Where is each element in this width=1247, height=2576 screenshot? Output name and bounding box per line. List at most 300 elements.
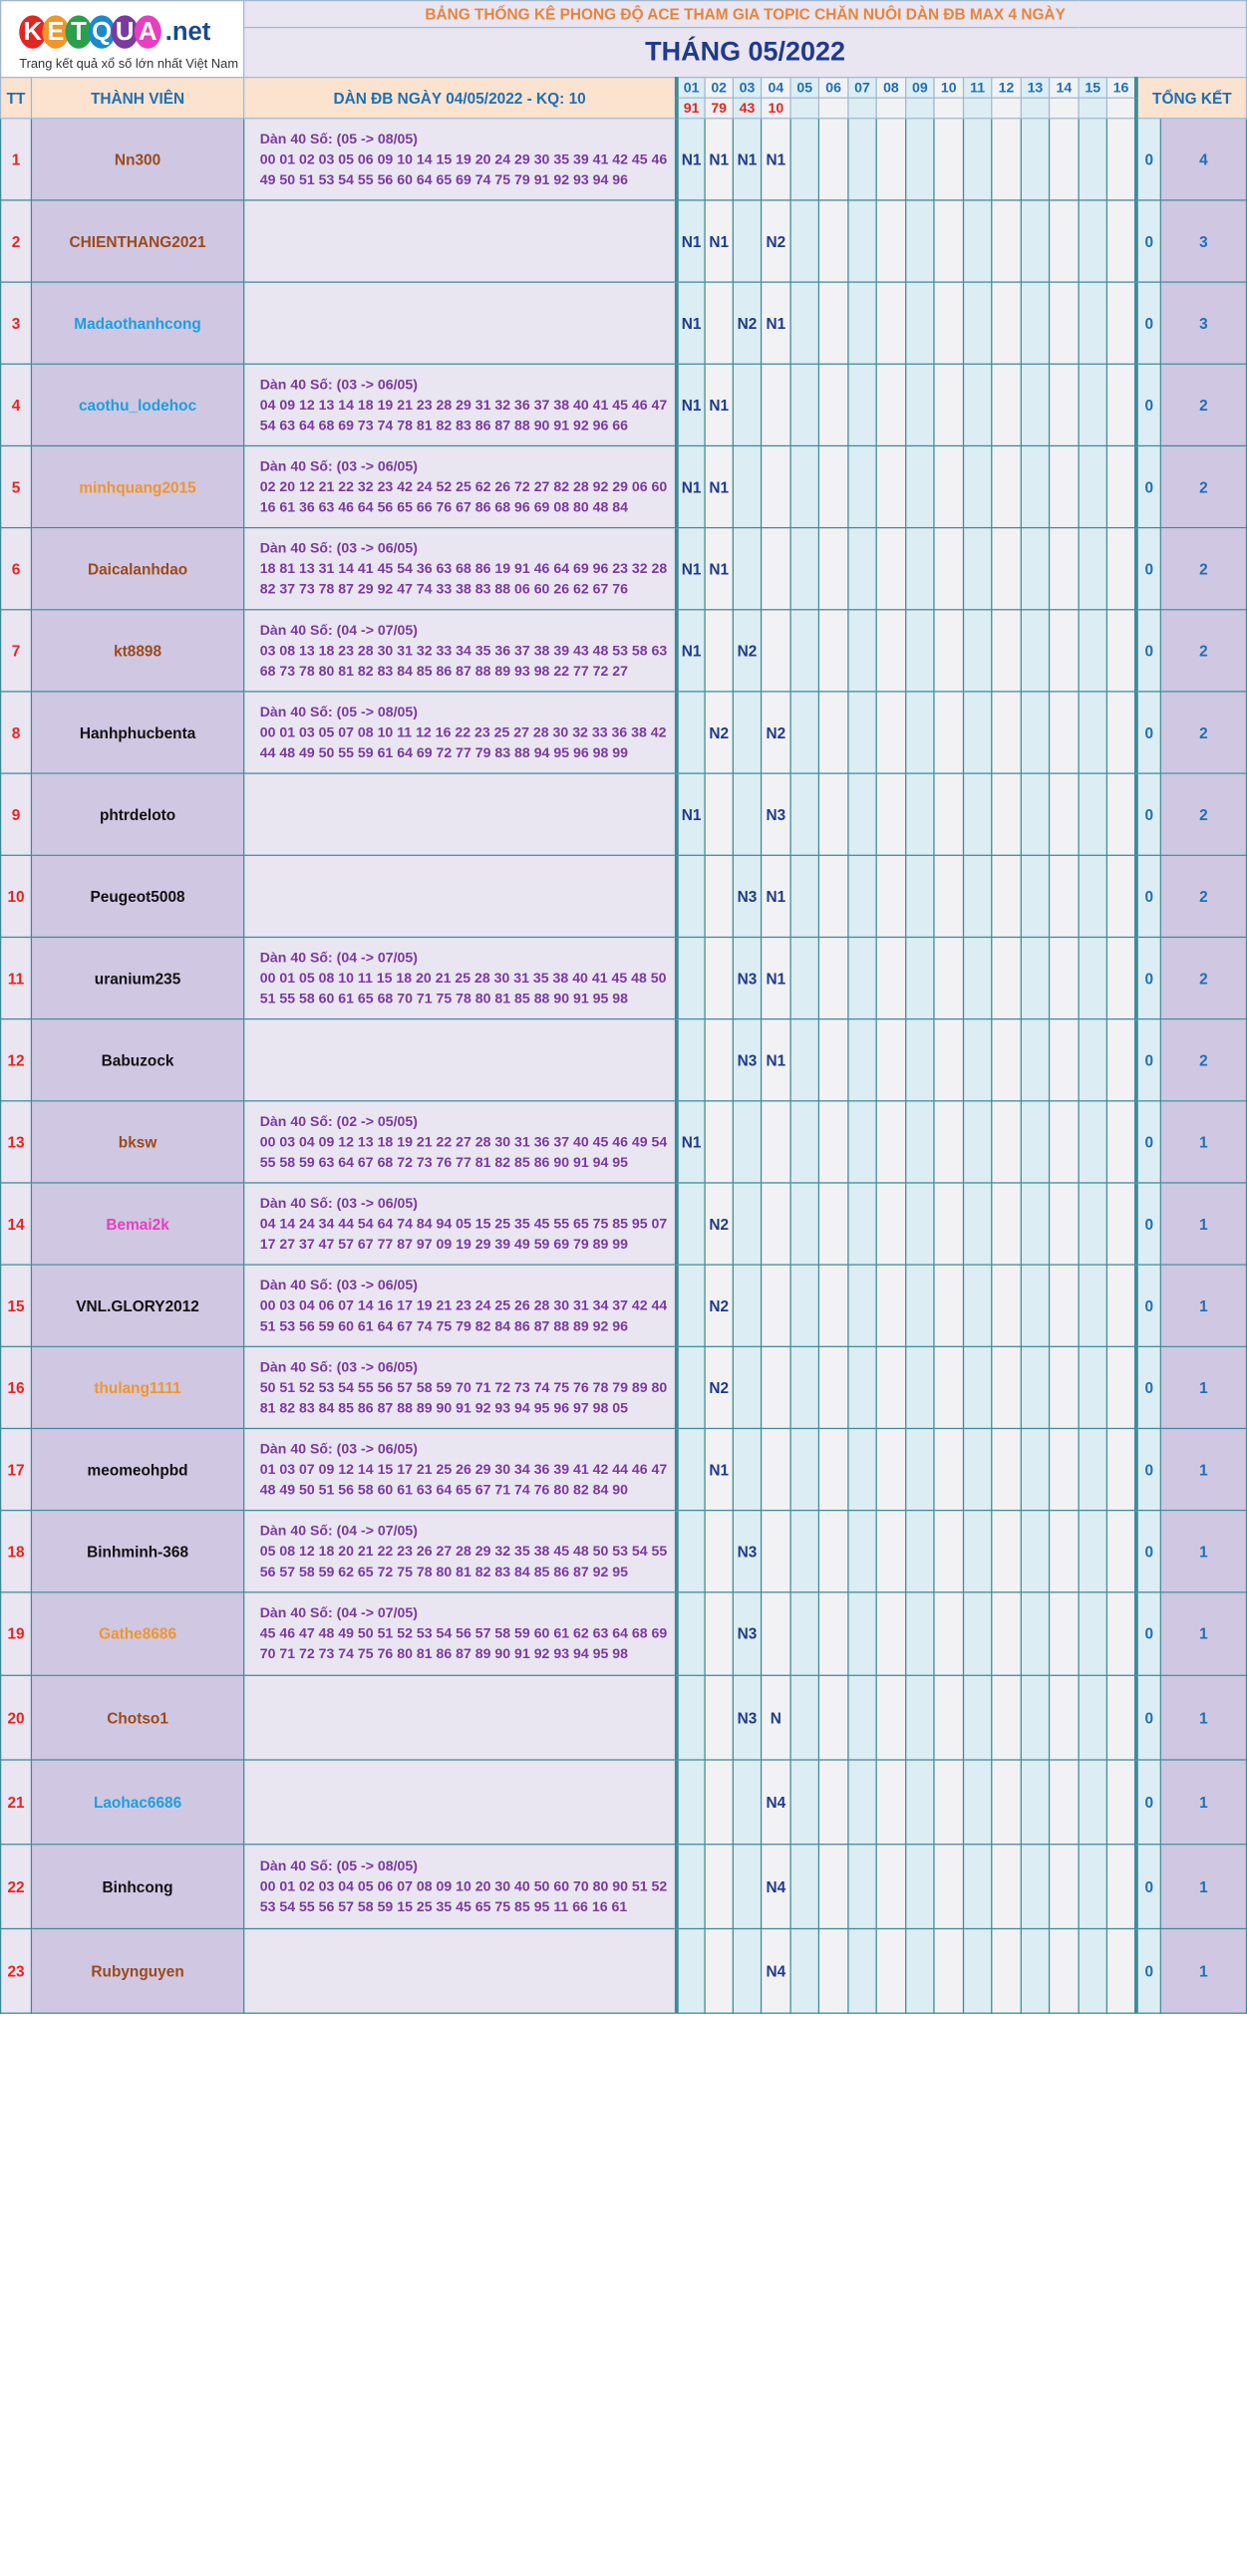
day-cell	[733, 1346, 761, 1428]
day-cell: N1	[705, 200, 733, 282]
total-count: 2	[1160, 445, 1246, 527]
dan-dan-l1: 04 14 24 34 44 54 64 74 84 94 05 15 25 35 45 55 65 75 85 95 07	[259, 1216, 668, 1232]
total-count: 2	[1160, 692, 1246, 773]
day-cell	[992, 1265, 1022, 1346]
dan-dan-l2: 56 57 58 59 62 65 72 75 78 80 81 82 83 84 85 86 87 92 95	[259, 1564, 628, 1579]
day-cell	[1079, 119, 1106, 200]
day-cell	[1106, 528, 1136, 610]
zero-count: 0	[1136, 1346, 1160, 1428]
table-row	[1, 1346, 1247, 1428]
day-cell	[992, 692, 1022, 773]
table-row	[1, 1183, 1247, 1265]
zero-count: 0	[1136, 610, 1160, 692]
day-result-04: 10	[762, 98, 791, 119]
total-count: 1	[1160, 1265, 1246, 1346]
member-name[interactable]: Rubynguyen	[31, 1928, 243, 2013]
day-cell	[1021, 1675, 1049, 1760]
dan-dan-l1: 18 81 13 31 14 41 45 54 36 63 68 86 19 91 46 64 69 96 23 32 28	[259, 560, 668, 577]
day-cell	[1021, 610, 1049, 692]
day-cell	[848, 1675, 876, 1760]
day-cell	[848, 937, 876, 1018]
day-cell: N1	[677, 282, 705, 364]
table-row	[1, 119, 1247, 200]
dan-dan-l2: 55 58 59 63 64 67 68 72 73 76 77 81 82 85 86 90 91 94 95	[259, 1154, 628, 1171]
day-cell	[906, 1019, 934, 1101]
day-cell	[992, 1346, 1022, 1428]
day-cell: N3	[733, 937, 761, 1018]
day-cell: N2	[705, 692, 733, 773]
table-row	[1, 1019, 1247, 1101]
day-result-16	[1106, 98, 1136, 119]
table-row	[1, 364, 1247, 445]
day-cell	[906, 119, 934, 200]
zero-count: 0	[1136, 119, 1160, 200]
day-cell	[848, 1019, 876, 1101]
member-name[interactable]: VNL.GLORY2012	[31, 1265, 243, 1346]
day-cell	[818, 1019, 848, 1101]
day-cell	[848, 855, 876, 937]
day-cell	[677, 1265, 705, 1346]
day-result-03: 43	[733, 98, 761, 119]
day-cell	[1106, 1845, 1136, 1929]
member-name[interactable]: Hanhphucbenta	[31, 692, 243, 773]
day-cell	[1050, 200, 1080, 282]
member-name[interactable]: meomeohpbd	[31, 1428, 243, 1510]
day-header-05: 05	[790, 78, 818, 99]
day-cell	[1021, 364, 1049, 445]
day-cell	[992, 1428, 1022, 1510]
dan-numbers	[244, 610, 677, 692]
day-cell	[818, 692, 848, 773]
dan-dan-l1: 00 03 04 06 07 14 16 17 19 21 23 24 25 26 28 30 31 34 37 42 44	[259, 1297, 668, 1313]
day-cell	[848, 364, 876, 445]
day-cell	[818, 1265, 848, 1346]
day-cell	[934, 119, 964, 200]
day-cell	[705, 937, 733, 1018]
day-cell	[677, 1845, 705, 1929]
day-cell	[705, 1592, 733, 1675]
day-cell	[964, 528, 992, 610]
day-cell	[762, 1101, 791, 1183]
table-row	[1, 528, 1247, 610]
table-row	[1, 610, 1247, 692]
dan-numbers	[244, 1346, 677, 1428]
zero-count: 0	[1136, 937, 1160, 1018]
day-cell	[705, 610, 733, 692]
day-cell	[876, 1101, 906, 1183]
day-cell: N2	[762, 692, 791, 773]
day-cell	[906, 610, 934, 692]
day-cell	[1106, 692, 1136, 773]
day-cell	[906, 528, 934, 610]
day-cell	[848, 1428, 876, 1510]
day-cell	[934, 1346, 964, 1428]
row-number: 15	[1, 1265, 32, 1346]
total-count: 2	[1160, 528, 1246, 610]
day-cell	[934, 1428, 964, 1510]
day-cell	[1050, 282, 1080, 364]
day-cell	[1106, 1265, 1136, 1346]
dan-dan-l2: 68 73 78 80 81 82 83 84 85 86 87 88 89 93 98 22 77 72 27	[259, 663, 628, 680]
day-cell	[1106, 1183, 1136, 1265]
day-cell	[848, 610, 876, 692]
day-cell	[964, 855, 992, 937]
day-result-10	[934, 98, 964, 119]
day-cell	[762, 445, 791, 527]
day-cell	[934, 1845, 964, 1929]
day-cell	[818, 119, 848, 200]
day-cell	[818, 364, 848, 445]
day-cell	[790, 610, 818, 692]
zero-count: 0	[1136, 1760, 1160, 1845]
day-cell	[1106, 200, 1136, 282]
dan-dan-l1: 00 03 04 09 12 13 18 19 21 22 27 28 30 31 36 37 40 45 46 49 54	[259, 1134, 668, 1150]
day-result-02: 79	[705, 98, 733, 119]
day-cell	[677, 1675, 705, 1760]
dan-dan-title: Dàn 40 Số: (03 -> 06/05)	[259, 458, 418, 474]
day-cell	[1021, 1511, 1049, 1592]
day-cell: N1	[762, 119, 791, 200]
day-cell	[876, 1511, 906, 1592]
member-name[interactable]: minhquang2015	[31, 445, 243, 527]
day-cell	[906, 937, 934, 1018]
day-result-13	[1021, 98, 1049, 119]
day-cell	[818, 937, 848, 1018]
day-cell	[677, 1346, 705, 1428]
row-number: 11	[1, 937, 32, 1018]
dan-dan-l2: 82 37 73 78 87 29 92 47 74 33 38 83 88 06 60 26 62 67 76	[259, 581, 628, 597]
day-cell	[790, 1592, 818, 1675]
day-cell	[848, 1346, 876, 1428]
day-header-14: 14	[1050, 78, 1080, 99]
day-cell	[1021, 1928, 1049, 2013]
day-cell	[1021, 445, 1049, 527]
day-header-04: 04	[762, 78, 791, 99]
day-cell: N1	[705, 364, 733, 445]
dan-dan-l1: 00 01 02 03 04 05 06 07 08 09 10 20 30 40 50 60 70 80 90 51 52	[259, 1878, 668, 1894]
day-cell	[964, 1845, 992, 1929]
row-number: 6	[1, 528, 32, 610]
day-cell	[1106, 364, 1136, 445]
row-number: 9	[1, 773, 32, 855]
day-header-10: 10	[934, 78, 964, 99]
day-cell	[790, 1928, 818, 2013]
table-row	[1, 1845, 1247, 1929]
dan-dan-title: Dàn 40 Số: (03 -> 06/05)	[259, 377, 418, 393]
day-cell	[876, 282, 906, 364]
day-cell	[762, 1183, 791, 1265]
day-cell	[876, 1428, 906, 1510]
member-name[interactable]: Binhcong	[31, 1845, 243, 1929]
day-cell	[1106, 855, 1136, 937]
day-cell	[1021, 119, 1049, 200]
dan-numbers	[244, 937, 677, 1018]
day-cell	[992, 1183, 1022, 1265]
dan-dan-l1: 03 08 13 18 23 28 30 31 32 33 34 35 36 37 38 39 43 48 53 58 63	[259, 643, 668, 659]
table-row	[1, 1928, 1247, 2013]
total-header: TỔNG KẾT	[1136, 78, 1247, 119]
member-name[interactable]: Binhminh-368	[31, 1511, 243, 1592]
logo-net: .net	[164, 17, 211, 46]
day-cell	[790, 1511, 818, 1592]
day-cell	[848, 1928, 876, 2013]
table-row	[1, 200, 1247, 282]
dan-dan-l1: 05 08 12 18 20 21 22 23 26 27 28 29 32 35 38 45 48 50 53 54 55	[259, 1544, 668, 1560]
day-cell	[1079, 1592, 1106, 1675]
day-cell	[934, 1928, 964, 2013]
day-cell	[790, 1265, 818, 1346]
logo-letter: A	[135, 15, 161, 48]
day-cell: N2	[762, 200, 791, 282]
day-cell	[964, 119, 992, 200]
day-cell	[934, 1101, 964, 1183]
day-cell	[818, 610, 848, 692]
day-cell	[934, 692, 964, 773]
day-cell	[818, 1760, 848, 1845]
day-cell	[790, 1183, 818, 1265]
day-cell	[934, 937, 964, 1018]
zero-count: 0	[1136, 1183, 1160, 1265]
day-header-15: 15	[1079, 78, 1106, 99]
day-cell	[992, 1675, 1022, 1760]
member-name[interactable]: Nn300	[31, 119, 243, 200]
day-cell	[934, 1592, 964, 1675]
day-cell	[1021, 200, 1049, 282]
day-cell	[790, 773, 818, 855]
day-cell	[1079, 1265, 1106, 1346]
dan-numbers	[244, 1428, 677, 1510]
table-row	[1, 855, 1247, 937]
day-result-15	[1079, 98, 1106, 119]
member-name[interactable]: Gathe8686	[31, 1592, 243, 1675]
day-cell	[992, 1760, 1022, 1845]
dan-dan-l1: 01 03 07 09 12 14 15 17 21 25 26 29 30 34 36 39 41 42 44 46 47	[259, 1461, 668, 1478]
member-name[interactable]: caothu_lodehoc	[31, 364, 243, 445]
day-cell	[964, 200, 992, 282]
table-row	[1, 773, 1247, 855]
day-cell	[733, 1928, 761, 2013]
member-name[interactable]: Babuzock	[31, 1019, 243, 1101]
day-cell	[1050, 937, 1080, 1018]
day-cell	[818, 445, 848, 527]
dan-numbers	[244, 1101, 677, 1183]
day-cell	[818, 1428, 848, 1510]
day-cell	[1079, 1183, 1106, 1265]
dan-dan-title: Dàn 40 Số: (03 -> 06/05)	[259, 1277, 418, 1293]
day-cell	[818, 1511, 848, 1592]
day-cell	[1079, 1675, 1106, 1760]
day-cell: N1	[705, 119, 733, 200]
day-cell	[934, 1265, 964, 1346]
dan-numbers	[244, 1183, 677, 1265]
day-cell	[964, 937, 992, 1018]
row-number: 23	[1, 1928, 32, 2013]
dan-dan-l2: 16 61 36 63 46 64 56 65 66 76 67 86 68 96 69 08 80 48 84	[259, 499, 628, 515]
dan-numbers	[244, 1511, 677, 1592]
day-cell	[906, 282, 934, 364]
row-number: 12	[1, 1019, 32, 1101]
day-cell	[733, 200, 761, 282]
dan-numbers	[244, 445, 677, 527]
member-name[interactable]: uranium235	[31, 937, 243, 1018]
day-header-01: 01	[677, 78, 705, 99]
row-number: 19	[1, 1592, 32, 1675]
day-cell	[790, 1675, 818, 1760]
day-cell	[705, 1845, 733, 1929]
day-cell	[1079, 1760, 1106, 1845]
day-cell	[906, 1928, 934, 2013]
table-row	[1, 1592, 1247, 1675]
day-cell	[876, 1845, 906, 1929]
day-cell	[906, 364, 934, 445]
day-cell	[1021, 1428, 1049, 1510]
day-cell	[1079, 692, 1106, 773]
day-cell	[1050, 1592, 1080, 1675]
member-name[interactable]: phtrdeloto	[31, 773, 243, 855]
dan-numbers	[244, 282, 677, 364]
day-cell	[705, 1675, 733, 1760]
day-cell	[1106, 1346, 1136, 1428]
day-cell	[1106, 119, 1136, 200]
dan-dan-l2: 81 82 83 84 85 86 87 88 89 90 91 92 93 94 95 96 97 98 05	[259, 1400, 628, 1416]
day-cell	[790, 282, 818, 364]
day-cell	[1021, 528, 1049, 610]
day-cell	[677, 937, 705, 1018]
day-result-09	[906, 98, 934, 119]
member-name[interactable]: kt8898	[31, 610, 243, 692]
day-cell	[790, 692, 818, 773]
table-row	[1, 1101, 1247, 1183]
day-cell	[1021, 1760, 1049, 1845]
day-result-01: 91	[677, 98, 705, 119]
zero-count: 0	[1136, 282, 1160, 364]
day-cell: N3	[733, 1511, 761, 1592]
day-cell	[934, 1511, 964, 1592]
day-cell	[677, 1428, 705, 1510]
day-cell	[790, 200, 818, 282]
zero-count: 0	[1136, 1019, 1160, 1101]
dan-numbers	[244, 364, 677, 445]
total-count: 2	[1160, 610, 1246, 692]
day-cell	[818, 1675, 848, 1760]
day-cell: N1	[762, 855, 791, 937]
day-cell	[1050, 855, 1080, 937]
table-row	[1, 282, 1247, 364]
member-name[interactable]: Daicalanhdao	[31, 528, 243, 610]
total-count: 2	[1160, 773, 1246, 855]
member-name[interactable]: Bemai2k	[31, 1183, 243, 1265]
dan-dan-l1: 04 09 12 13 14 18 19 21 23 28 29 31 32 36 37 38 40 41 45 46 47	[259, 397, 668, 414]
row-number: 16	[1, 1346, 32, 1428]
day-cell	[876, 1265, 906, 1346]
day-cell	[1021, 1592, 1049, 1675]
day-cell	[876, 1760, 906, 1845]
day-cell	[733, 1183, 761, 1265]
day-cell	[818, 1183, 848, 1265]
day-cell	[1079, 1019, 1106, 1101]
day-cell	[964, 1265, 992, 1346]
day-cell	[1021, 1101, 1049, 1183]
table-banner: BẢNG THỐNG KÊ PHONG ĐỘ ACE THAM GIA TOPIC CHĂN NUÔI DÀN ĐB MAX 4 NGÀY	[244, 1, 1247, 28]
day-cell	[848, 1511, 876, 1592]
day-cell	[1106, 1428, 1136, 1510]
day-cell: N1	[762, 1019, 791, 1101]
total-count: 1	[1160, 1675, 1246, 1760]
day-cell: N4	[762, 1845, 791, 1929]
day-cell	[906, 1592, 934, 1675]
day-result-05	[790, 98, 818, 119]
zero-count: 0	[1136, 1428, 1160, 1510]
total-count: 2	[1160, 937, 1246, 1018]
day-cell	[1106, 282, 1136, 364]
day-cell	[1021, 1183, 1049, 1265]
day-cell	[876, 1675, 906, 1760]
table-row	[1, 1265, 1247, 1346]
day-cell	[1079, 528, 1106, 610]
dan-dan-title: Dàn 40 Số: (05 -> 08/05)	[259, 131, 418, 147]
member-name[interactable]: thulang1111	[31, 1346, 243, 1428]
dan-dan-title: Dàn 40 Số: (03 -> 06/05)	[259, 1359, 418, 1375]
member-header: THÀNH VIÊN	[31, 78, 243, 119]
day-cell	[848, 528, 876, 610]
member-name[interactable]: bksw	[31, 1101, 243, 1183]
total-count: 1	[1160, 1428, 1246, 1510]
table-row	[1, 1511, 1247, 1592]
member-name[interactable]: Chotso1	[31, 1675, 243, 1760]
member-name[interactable]: CHIENTHANG2021	[31, 200, 243, 282]
member-name[interactable]: Peugeot5008	[31, 855, 243, 937]
day-cell	[992, 445, 1022, 527]
ketqua-logo[interactable]	[19, 6, 243, 57]
member-name[interactable]: Madaothanhcong	[31, 282, 243, 364]
day-cell	[1079, 1428, 1106, 1510]
day-cell	[934, 200, 964, 282]
row-number: 3	[1, 282, 32, 364]
day-cell	[1050, 1428, 1080, 1510]
day-cell	[1021, 282, 1049, 364]
day-cell	[906, 1346, 934, 1428]
month-title: THÁNG 05/2022	[244, 28, 1247, 78]
day-cell	[733, 773, 761, 855]
day-cell	[964, 282, 992, 364]
day-cell	[934, 610, 964, 692]
day-cell	[992, 1511, 1022, 1592]
day-cell: N1	[677, 528, 705, 610]
day-cell	[992, 282, 1022, 364]
total-count: 3	[1160, 282, 1246, 364]
dan-dan-l1: 00 01 05 08 10 11 15 18 20 21 25 28 30 31 35 38 40 41 45 48 50	[259, 970, 667, 987]
day-cell	[876, 1928, 906, 2013]
day-cell	[733, 1265, 761, 1346]
day-cell	[790, 1019, 818, 1101]
member-name[interactable]: Laohac6686	[31, 1760, 243, 1845]
day-cell	[1106, 1019, 1136, 1101]
day-cell	[1021, 855, 1049, 937]
total-count: 2	[1160, 364, 1246, 445]
day-cell	[876, 610, 906, 692]
day-result-12	[992, 98, 1022, 119]
day-result-14	[1050, 98, 1080, 119]
zero-count: 0	[1136, 1928, 1160, 2013]
logo-area[interactable]	[1, 1, 244, 78]
total-count: 1	[1160, 1101, 1246, 1183]
day-cell	[1106, 1760, 1136, 1845]
day-cell	[906, 200, 934, 282]
day-cell	[1050, 445, 1080, 527]
day-header-13: 13	[1021, 78, 1049, 99]
day-cell	[906, 773, 934, 855]
day-cell	[992, 1592, 1022, 1675]
